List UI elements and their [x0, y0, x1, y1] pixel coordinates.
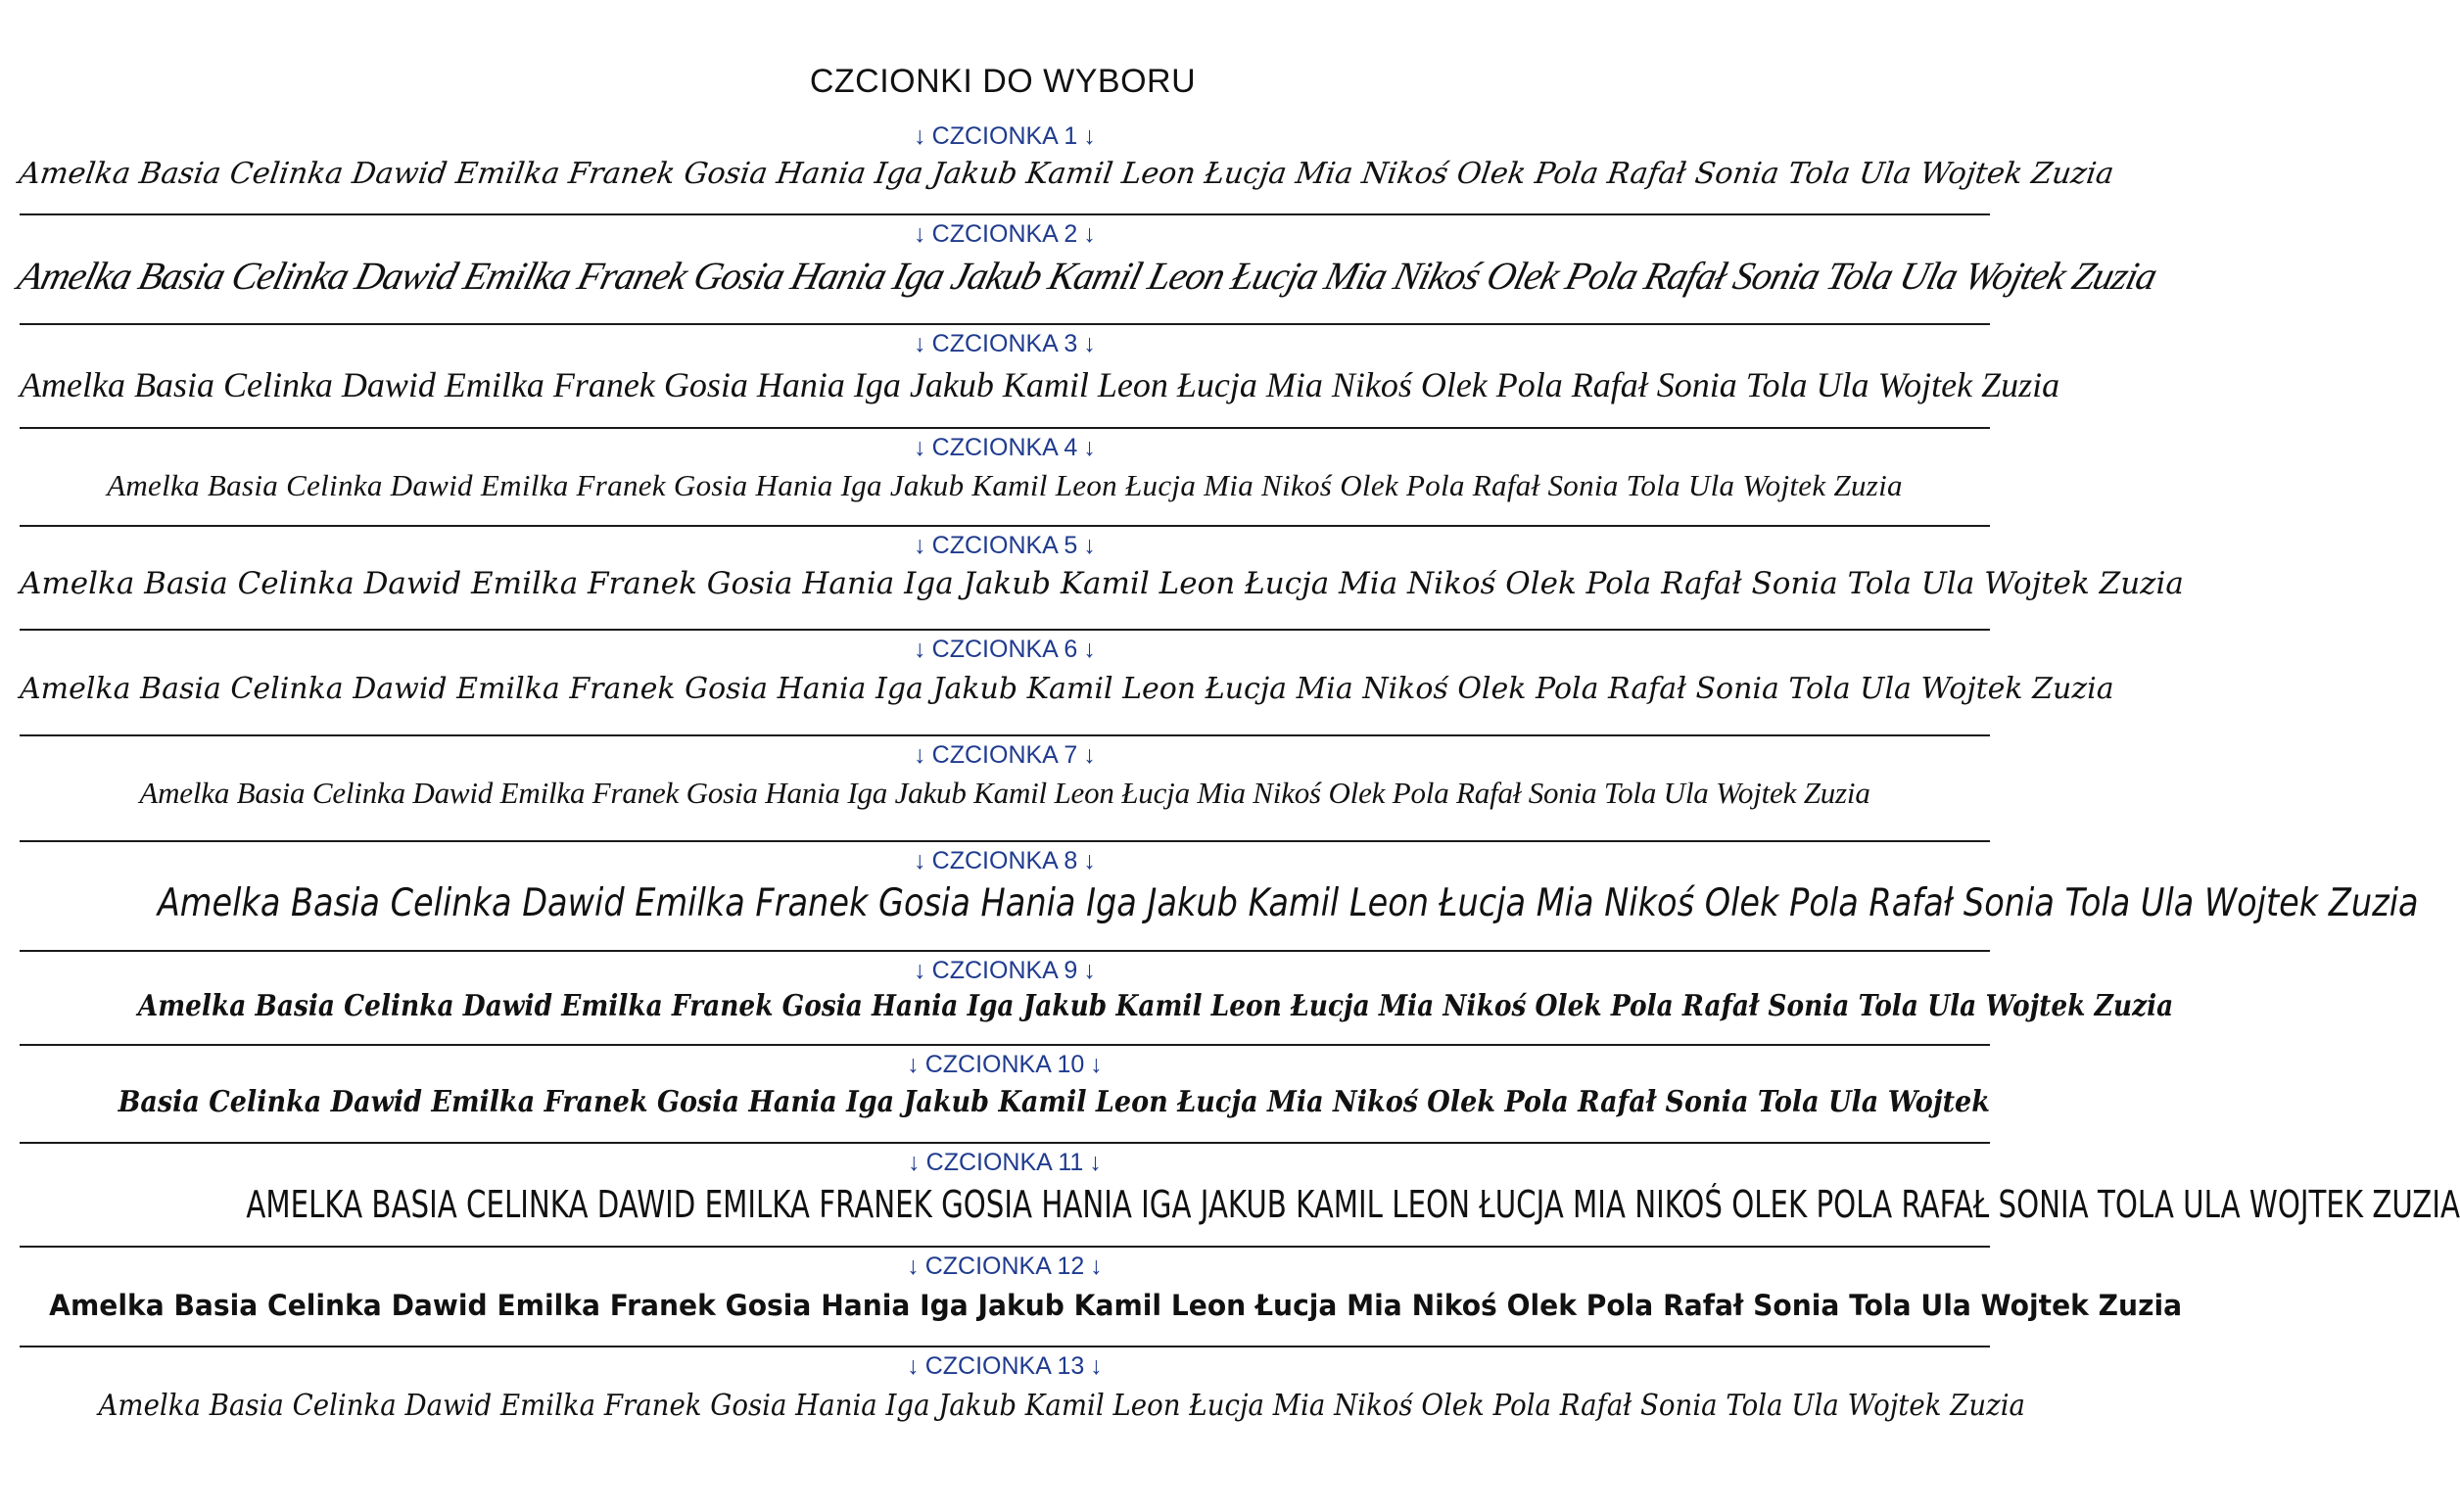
font-option-5[interactable]: [20, 527, 2184, 631]
arrow-down-icon: ↓: [914, 532, 926, 559]
font-sample: Amelka Basia Celinka Dawid Emilka Franek Gosia Hania Iga Jakub Kamil Leon Łucja Mia Nikoś Olek Pola Rafał Sonia Tola Ula Wojtek Zuzia: [20, 566, 2184, 601]
font-option-9[interactable]: [20, 952, 2174, 1046]
font-label: ↓ CZCIONKA 4 ↓: [914, 434, 1096, 461]
font-sample: Basia Celinka Dawid Emilka Franek Gosia Hania Iga Jakub Kamil Leon Łucja Mia Nikoś Olek Pola Rafał Sonia Tola Ula Wojtek: [118, 1085, 1990, 1119]
arrow-down-icon: ↓: [1083, 434, 1096, 461]
arrow-down-icon: ↓: [907, 1051, 920, 1078]
font-option-1[interactable]: [17, 118, 2116, 215]
font-sample: Amelka Basia Celinka Dawid Emilka Franek Gosia Hania Iga Jakub Kamil Leon Łucja Mia Nikoś Olek Pola Rafał Sonia Tola Ula Wojtek Zuzia: [137, 989, 2174, 1023]
font-option-6[interactable]: [20, 631, 2114, 736]
arrow-down-icon: ↓: [1083, 122, 1096, 150]
font-option-12[interactable]: [20, 1248, 2183, 1347]
arrow-down-icon: ↓: [1090, 1051, 1103, 1078]
font-label: ↓ CZCIONKA 12 ↓: [907, 1252, 1103, 1280]
font-label: ↓ CZCIONKA 7 ↓: [914, 741, 1096, 769]
font-label: ↓ CZCIONKA 10 ↓: [907, 1051, 1103, 1078]
arrow-down-icon: ↓: [907, 1252, 920, 1280]
font-option-11[interactable]: [20, 1144, 2460, 1248]
arrow-down-icon: ↓: [1090, 1352, 1103, 1380]
font-option-10[interactable]: [20, 1046, 1990, 1144]
font-sample: Amelka Basia Celinka Dawid Emilka Franek Gosia Hania Iga Jakub Kamil Leon Łucja Mia Nikoś Olek Pola Rafał Sonia Tola Ula Wojtek Zuzia: [20, 672, 2114, 706]
font-sample: Amelka Basia Celinka Dawid Emilka Franek Gosia Hania Iga Jakub Kamil Leon Łucja Mia Nikoś Olek Pola Rafał Sonia Tola Ula Wojtek Zuzia: [139, 776, 1870, 810]
font-option-4[interactable]: [20, 429, 1990, 527]
font-sample: Amelka Basia Celinka Dawid Emilka Franek Gosia Hania Iga Jakub Kamil Leon Łucja Mia Nikoś Olek Pola Rafał Sonia Tola Ula Wojtek Zuzia: [98, 1389, 2026, 1423]
arrow-down-icon: ↓: [1089, 1149, 1102, 1176]
font-list: [13, 118, 2460, 1445]
font-option-13[interactable]: [20, 1347, 2026, 1445]
arrow-down-icon: ↓: [914, 636, 926, 663]
arrow-down-icon: ↓: [914, 434, 926, 461]
arrow-down-icon: ↓: [907, 1352, 920, 1380]
font-option-8[interactable]: [20, 842, 2419, 952]
font-sample: Amelka Basia Celinka Dawid Emilka Franek Gosia Hania Iga Jakub Kamil Leon Łucja Mia Nikoś Olek Pola Rafał Sonia Tola Ula Wojtek Zuzia: [157, 881, 2419, 925]
font-sample: Amelka Basia Celinka Dawid Emilka Franek Gosia Hania Iga Jakub Kamil Leon Łucja Mia Nikoś Olek Pola Rafał Sonia Tola Ula Wojtek Zuzia: [17, 157, 2116, 191]
arrow-down-icon: ↓: [1083, 220, 1096, 248]
font-sample: Amelka Basia Celinka Dawid Emilka Franek Gosia Hania Iga Jakub Kamil Leon Łucja Mia Nikoś Olek Pola Rafał Sonia Tola Ula Wojtek Zuzia: [20, 365, 2060, 404]
arrow-down-icon: ↓: [908, 1149, 921, 1176]
font-label: ↓ CZCIONKA 5 ↓: [914, 532, 1096, 559]
arrow-down-icon: ↓: [1083, 636, 1096, 663]
font-sample: Amelka Basia Celinka Dawid Emilka Franek Gosia Hania Iga Jakub Kamil Leon Łucja Mia Nikoś Olek Pola Rafał Sonia Tola Ula Wojtek Zuzia: [107, 468, 1903, 502]
page-title: CZCIONKI DO WYBORU: [809, 63, 1197, 100]
arrow-down-icon: ↓: [1083, 741, 1096, 769]
arrow-down-icon: ↓: [914, 847, 926, 874]
font-sample: Amelka Basia Celinka Dawid Emilka Franek Gosia Hania Iga Jakub Kamil Leon Łucja Mia Nikoś Olek Pola Rafał Sonia Tola Ula Wojtek Zuzia: [49, 1289, 2183, 1322]
arrow-down-icon: ↓: [1083, 532, 1096, 559]
arrow-down-icon: ↓: [1083, 847, 1096, 874]
font-label: ↓ CZCIONKA 2 ↓: [914, 220, 1096, 248]
font-option-2[interactable]: [13, 215, 2161, 325]
arrow-down-icon: ↓: [914, 741, 926, 769]
arrow-down-icon: ↓: [914, 122, 926, 150]
arrow-down-icon: ↓: [1090, 1252, 1103, 1280]
font-label: ↓ CZCIONKA 8 ↓: [914, 847, 1096, 874]
font-label: ↓ CZCIONKA 1 ↓: [914, 122, 1096, 150]
font-label: ↓ CZCIONKA 13 ↓: [907, 1352, 1103, 1380]
arrow-down-icon: ↓: [1083, 330, 1096, 357]
font-label: ↓ CZCIONKA 6 ↓: [914, 636, 1096, 663]
font-label: ↓ CZCIONKA 9 ↓: [914, 957, 1096, 984]
font-label: ↓ CZCIONKA 3 ↓: [914, 330, 1096, 357]
font-sample: Amelka Basia Celinka Dawid Emilka Franek Gosia Hania Iga Jakub Kamil Leon Łucja Mia Nikoś Olek Pola Rafał Sonia Tola Ula Wojtek Zuzia: [13, 254, 2161, 298]
font-option-7[interactable]: [20, 736, 1990, 842]
font-option-3[interactable]: [20, 325, 2060, 429]
arrow-down-icon: ↓: [1083, 957, 1096, 984]
font-label: ↓ CZCIONKA 11 ↓: [908, 1149, 1102, 1176]
arrow-down-icon: ↓: [914, 330, 926, 357]
font-sample: AMELKA BASIA CELINKA DAWID EMILKA FRANEK GOSIA HANIA IGA JAKUB KAMIL LEON ŁUCJA MIA NIKOŚ OLEK POLA RAFAŁ SONIA TOLA ULA WOJTEK ZUZIA: [246, 1183, 2460, 1226]
arrow-down-icon: ↓: [914, 220, 926, 248]
arrow-down-icon: ↓: [914, 957, 926, 984]
